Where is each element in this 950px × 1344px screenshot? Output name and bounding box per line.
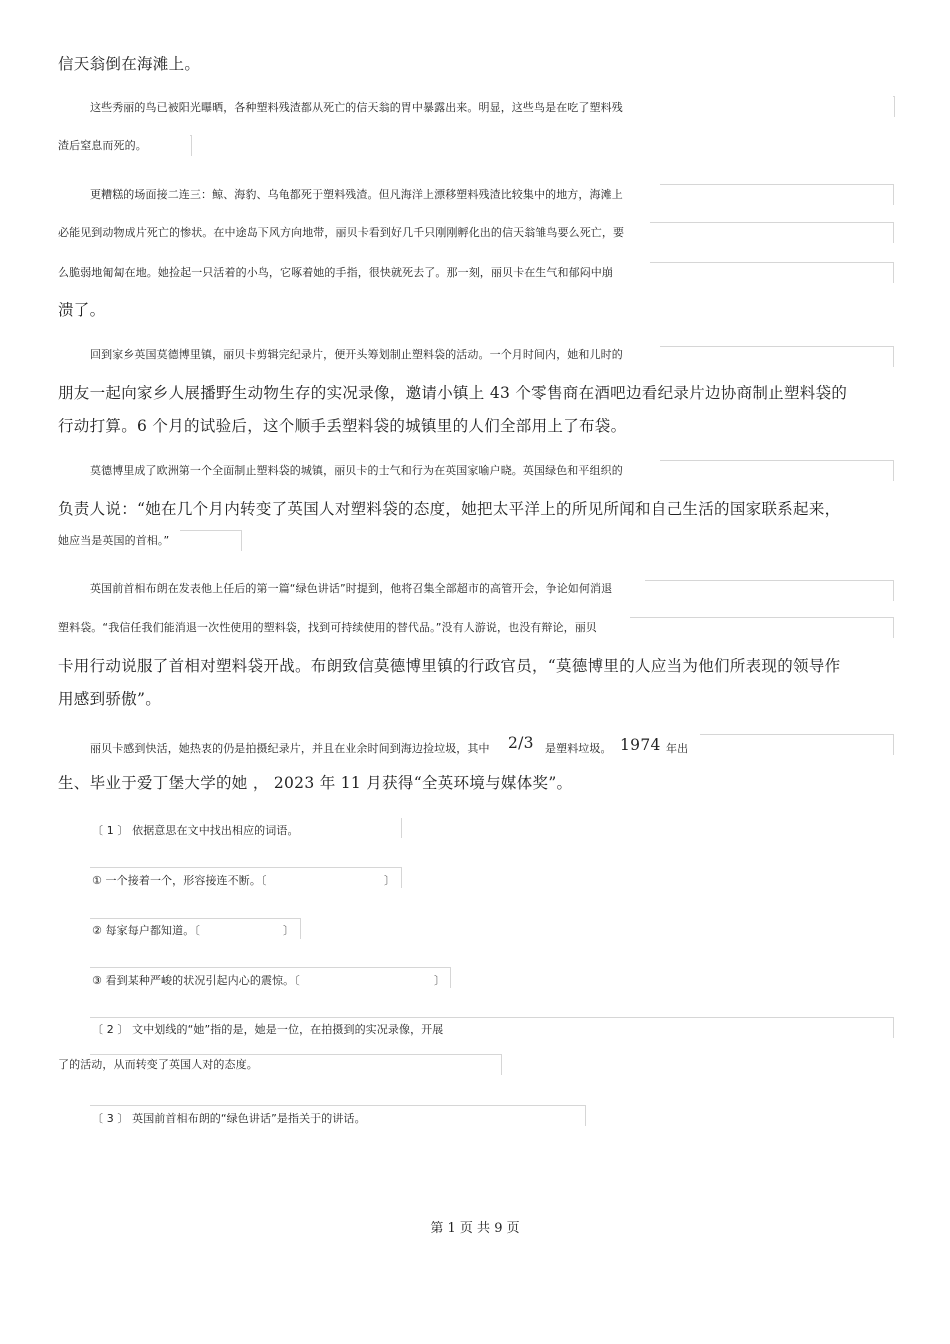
answer-bracket: 〕 [283,924,295,937]
text-line: 么脆弱地匍匐在地。她捡起一只活着的小鸟，它啄着她的手指，很快就死去了。那一刻，丽贝卡在生气和郁闷中崩 [58,266,613,279]
question-1-a: ① 一个接着一个，形容接连不断。〔 [92,874,267,887]
question-2-cont: 了的活动，从而转变了英国人对的态度。 [58,1058,258,1071]
question-1-b: ② 每家每户都知道。〔 [92,924,200,937]
fraction: 2/3 [508,734,534,752]
text-line: 行动打算。6 个月的试验后，这个顺手丢塑料袋的城镇里的人们全部用上了布袋。 [58,417,627,435]
answer-bracket: 〕 [434,974,446,987]
text-line: 负责人说：“她在几个月内转变了英国人对塑料袋的态度，她把太平洋上的所见所闻和自己生活的国家联系起来， [58,500,841,518]
text-line: 这些秀丽的鸟已被阳光曝晒，各种塑料残渣都从死亡的信天翁的胃中暴露出来。明显，这些鸟是在吃了塑料残 [90,101,623,114]
text-line: 朋友一起向家乡人展播野生动物生存的实况录像，邀请小镇上 43 个零售商在酒吧边看纪录片边协商制止塑料袋的 [58,384,848,402]
question-3: 〔 3 〕 英国前首相布朗的“绿色讲话”是指关于的讲话。 [92,1112,366,1125]
text-line: 用感到骄傲”。 [58,690,162,708]
text-line: 回到家乡英国莫德博里镇，丽贝卡剪辑完纪录片，便开头筹划制止塑料袋的活动。一个月时间内，她和儿时的 [90,348,623,361]
text-line: 塑料袋。“我信任我们能消退一次性使用的塑料袋，找到可持续使用的替代品。”没有人游说，也没有辩论，丽贝 [58,621,597,634]
question-1: 〔 1 〕 依据意思在文中找出相应的词语。 [92,824,299,837]
answer-bracket: 〕 [384,874,396,887]
text-line: 必能见到动物成片死亡的惨状。在中途岛下风方向地带，丽贝卡看到好几千只刚刚孵化出的信天翁雏鸟要么死亡，要 [58,226,625,239]
question-2: 〔 2 〕 文中划线的“她”指的是，她是一位，在拍摄到的实况录像，开展 [92,1023,444,1036]
page-footer: 第 1 页 共 9 页 [430,1221,520,1236]
text-line: 她应当是英国的首相。” [58,534,170,547]
text-line: 卡用行动说服了首相对塑料袋开战。布朗致信莫德博里镇的行政官员，“莫德博里的人应当为他们所表现的领导作 [58,657,841,675]
year: 1974 [620,736,661,754]
text-line: 生、毕业于爱丁堡大学的她 ， 2023 年 11 月获得“全英环境与媒体奖”。 [58,774,573,792]
text-line: 更糟糕的场面接二连三：鲸、海豹、乌龟都死于塑料残渣。但凡海洋上漂移塑料残渣比较集中的地方，海滩上 [90,188,623,201]
question-1-c: ③ 看到某种严峻的状况引起内心的震惊。〔 [92,974,300,987]
text-line: 年出 [666,742,689,755]
text-line: 溃了。 [58,301,106,319]
text-line: 英国前首相布朗在发表他上任后的第一篇“绿色讲话”时提到，他将召集全部超市的高管开会，争论如何消退 [90,582,613,595]
text-line: 是塑料垃圾。 [545,742,612,755]
text-line: 渣后窒息而死的。 [58,139,147,152]
text-line: 丽贝卡感到快活，她热衷的仍是拍摄纪录片，并且在业余时间到海边捡垃圾，其中 [90,742,490,755]
text-line: 信天翁倒在海滩上。 [58,55,201,73]
text-line: 莫德博里成了欧洲第一个全面制止塑料袋的城镇，丽贝卡的士气和行为在英国家喻户晓。英国绿色和平组织的 [90,464,623,477]
